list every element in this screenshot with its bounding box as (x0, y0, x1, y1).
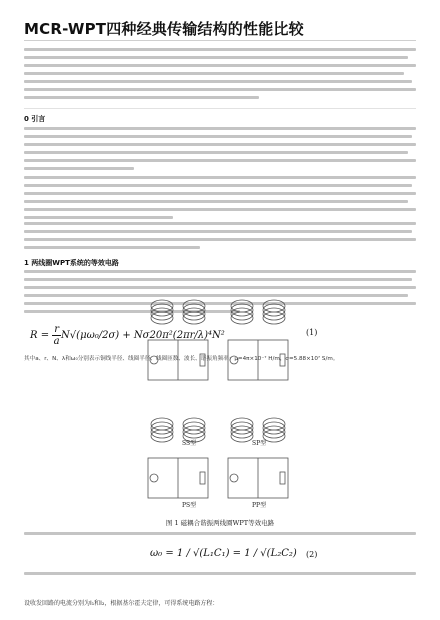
section-1-paragraph-2 (24, 532, 416, 540)
formula-resistance-params: 其中a、r、N、λ和ω₀分别表示铜线半径、线圈半径、线圈匝数、波长、谐振角频率；μ=4π×10⁻⁷ H/m，σ=5.88×10⁷ S/m。 (24, 356, 339, 362)
panel-ps (148, 418, 208, 498)
formula-resistance-lhs: R = (30, 330, 53, 341)
section-1-paragraph-3 (24, 572, 416, 580)
abstract-paragraph (24, 48, 416, 104)
formula-resistance-number: (1) (306, 328, 318, 337)
load-resistor-icon (280, 354, 285, 366)
source-icon (230, 356, 238, 364)
source-icon (150, 474, 158, 482)
intro-paragraph-1 (24, 127, 416, 175)
formula-resistance-rhs: $\frac{r}{a}$ N√(μω₀/2σ) + Nσ20π²(2πr/λ)⁴N² (53, 324, 225, 347)
intro-paragraph-3 (24, 222, 416, 254)
panel-ss (148, 300, 208, 380)
figure-sublabel-ss: SS型 (182, 440, 197, 447)
figure-caption: 图 1 磁耦合谐振两线圈WPT等效电路 (165, 519, 275, 527)
section-divider (24, 108, 416, 109)
figure-sublabel-ps: PS型 (182, 502, 197, 509)
section-heading-1: 1 两线圈WPT系统的等效电路 (24, 259, 119, 267)
paper-title: MCR-WPT四种经典传输结构的性能比较 (24, 20, 304, 38)
load-resistor-icon (200, 354, 205, 366)
figure-sublabel-pp: PP型 (252, 502, 267, 509)
load-resistor-icon (200, 472, 205, 484)
equivalent-circuit-figure (140, 282, 300, 517)
figure-sublabel-sp: SP型 (252, 440, 267, 447)
panel-sp (228, 300, 288, 380)
source-icon (230, 474, 238, 482)
load-resistor-icon (280, 472, 285, 484)
bottom-line-text: 设收发回路的电流分别为I₁和I₂，根据基尔霍夫定律，可得系统电路方程： (24, 600, 219, 607)
intro-paragraph-2 (24, 176, 416, 224)
panel-pp (228, 418, 288, 498)
formula-resonance-number: (2) (306, 550, 318, 559)
section-heading-intro: 0 引言 (24, 115, 46, 123)
title-divider (24, 40, 416, 41)
source-icon (150, 356, 158, 364)
formula-resonance: ω₀ = 1 / √(L₁C₁) = 1 / √(L₂C₂) (150, 548, 297, 559)
